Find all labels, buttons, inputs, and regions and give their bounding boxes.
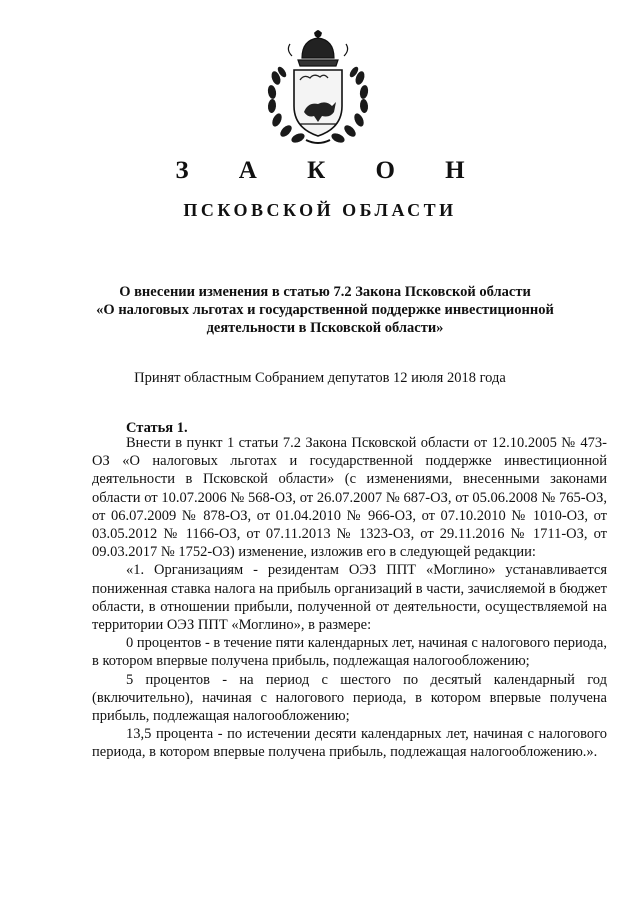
document-title: З А К О Н (175, 157, 487, 184)
article-paragraph: 5 процентов - на период с шестого по десятый календарный год (включительно), начиная с налогового периода, в котором впервые получена прибыль, подлежащая налогообложению; (92, 671, 607, 725)
law-heading-line: деятельности в Псковской области» (206, 320, 444, 336)
article-body (92, 434, 607, 762)
article-paragraph: «1. Организациям - резидентам ОЭЗ ППТ «Моглино» устанавливается пониженная ставка налога на прибыль организаций в части, зачисляемой в бюджет области, в отношении прибыли, полученной от деятельности, осуществляемой на территории ОЭЗ ППТ «Моглино», в размере: (92, 562, 607, 634)
law-heading-line: О внесении изменения в статью 7.2 Закона Псковской области (119, 284, 531, 300)
article-paragraph: 13,5 процента - по истечении десяти календарных лет, начиная с налогового периода, в котором впервые получена прибыль, подлежащая налогообложению.». (92, 726, 607, 761)
article-title: Статья 1. (126, 420, 188, 436)
article-paragraph: 0 процентов - в течение пяти календарных лет, начиная с налогового периода, в котором впервые получена прибыль, подлежащая налогообложению; (92, 635, 607, 670)
pskov-coat-of-arms-icon (262, 28, 374, 146)
article-paragraph: Внести в пункт 1 статьи 7.2 Закона Псковской области от 12.10.2005 № 473-ОЗ «О налоговых льготах и государственной поддержке инвестиционной деятельности в Псковской области» (с изменениями, внесенными законами области от 10.07.2006 № 568-ОЗ, от 26.07.2007 № 687-ОЗ, от 05.06.2008 № 765-ОЗ, от 06.07.2009 № 878-ОЗ, от 01.04.2010 № 966-ОЗ, от 07.10.2010 № 1010-ОЗ, от 03.05.2012 № 1166-ОЗ, от 07.11.2013 № 1323-ОЗ, от 29.11.2016 № 1711-ОЗ, от 09.03.2017 № 1752-ОЗ) изменение, изложив его в следующей редакции: (92, 435, 607, 561)
law-heading (60, 283, 590, 337)
adoption-statement: Принят областным Собранием депутатов 12 июля 2018 года (134, 370, 506, 386)
law-heading-line: «О налоговых льготах и государственной поддержке инвестиционной (96, 302, 554, 318)
document-subtitle: ПСКОВСКОЙ ОБЛАСТИ (183, 200, 457, 220)
